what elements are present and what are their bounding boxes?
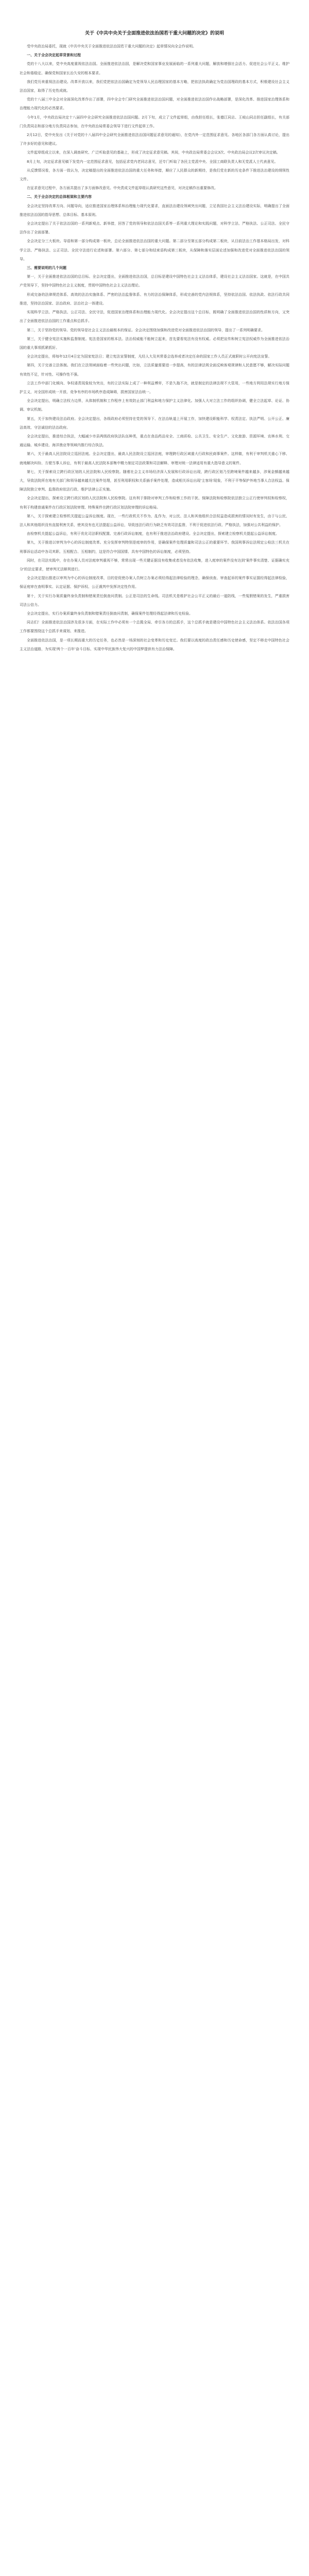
article-paragraph: 党的十八大以来，党中央高度重视依法治国。全面推进依法治国，是解决党和国家事业发展面临的一系列重大问题，解放和增强社会活力、促进社会公平正义、维护社会和谐稳定、确保党和国家长治久安的根本要求。 bbox=[20, 62, 289, 75]
article-paragraph: 全会决定提出了关于依法治国的一系列新观点、新举措，回答了党的领导和依法治国关系等一系列重大理论和实践问题，对科学立法、严格执法、公正司法、全民守法作出了全面部署。 bbox=[20, 222, 289, 235]
article-title: 关于《中共中央关于全面推进依法治国若干重大问题的决定》的说明 bbox=[84, 31, 224, 36]
article-paragraph: 第二，关于坚持党的领导。党的领导是社会主义法治最根本的保证。全会决定围绕加强和改进党对全面推进依法治国的领导，提出了一系列明确要求。 bbox=[27, 328, 265, 332]
article-paragraph: 2月12日，党中央发出《关于对党的十八届四中全会研究全面推进依法治国问题征求意见的通知》，在党内外一定范围征求意见。各地区各部门各方面认真讨论，提出了许多好的意见和建议。 bbox=[20, 133, 289, 146]
article-paragraph: 实现科学立法、严格执法、公正司法、全民守法，促进国家治理体系和治理能力现代化。全会决定提出这个总目标，既明确了全面推进依法治国的性质和方向，又突出了全面推进依法治国的工作重点和总抓手。 bbox=[20, 310, 289, 324]
section-heading: 一、关于全会决定起草背景和过程 bbox=[27, 53, 81, 58]
article-paragraph: 8月上旬，决定征求意见稿下发党内一定范围征求意见，包括征求党内老同志意见，还专门听取了各民主党派中央、全国工商联负责人和无党派人士代表意见。 bbox=[27, 159, 278, 164]
article-paragraph: 同志们！全面推进依法治国涉及很多方面，在实际工作中必须有一个总揽全局、牵引各方的总抓手，这个总抓手就是建设中国特色社会主义法治体系。依法治国各项工作都要围绕这个总抓手来谋划、来推进。 bbox=[20, 620, 289, 634]
article-paragraph: 第十，关于实行办案质量终身负责制和错案责任倒查问责制。公正是司法的生命线。司法机关是维护社会公平正义的最后一道防线，一些冤假错案的发生，严重损害司法公信力。 bbox=[20, 594, 289, 607]
article-paragraph: 第六，关于最高人民法院设立巡回法庭。全会决定提出，最高人民法院设立巡回法庭，审理跨行政区域重大行政和民商事案件。这样做，有利于审判机关重心下移、就地解决纠纷、方便当事人诉讼，有利于最高人民法院本部集中精力制定司法政策和司法解释、审理对统一法律适用有重大指导意义的案件。 bbox=[20, 452, 289, 465]
article-paragraph: 同时，在司法实践中，存在办案人员对法庭审判重视不够，常常出现一些关键证据没有收集或者没有依法收集，进入庭审的案件没有达到'案件事实清楚、证据确实充分'的法定要求，使审判无法顺利进行。 bbox=[20, 558, 289, 571]
article-paragraph: 立法工作中部门化倾向、争权诿责现象较为突出，有的立法实际上成了一种利益博弈，不是久拖不决，就是制定的法律法规不大管用，一些地方利用法规实行地方保护主义，对全国形成统一开放、竞争有序的市场秩序造成障碍，损害国家法治统一。 bbox=[20, 381, 289, 394]
article-paragraph: 全会决定提出，将每年12月4日定为国家宪法日；建立宪法宣誓制度，凡经人大及其常委会选举或者决定任命的国家工作人员正式就职时公开向宪法宣誓。 bbox=[27, 354, 272, 359]
article-paragraph: 今年1月，中央政治局决定十八届四中全会研究全面推进依法治国问题。2月下旬，成立了文件起草组，由我担任组长，张德江同志、王岐山同志担任副组长，有关部门负责同志和部分地方负责同志参加，在中央政治局常委会领导下进行文件起草工作。 bbox=[20, 115, 289, 128]
article-paragraph: 全会决定分三大板块。导语和第一部分构成第一板块，总论全面推进依法治国的重大问题。第二部分至第五部分构成第二板块，从目前法治工作基本格局出发，对科学立法、严格执法、公正司法、全民守法进行论述和部署。第六部分、第七部分和结束语构成第三板块，从保障和落实层面论述加强和改进党对全面推进依法治国的领导。 bbox=[20, 239, 289, 261]
article-paragraph: 从反馈情况看，各方面一致认为，决定稿提出的全面推进依法治国的重大任务和举措，顺应了人民群众的新期待，是我们党在新的历史条件下推进法治建设的纲领性文件。 bbox=[20, 168, 289, 182]
article-body bbox=[20, 42, 289, 654]
article-paragraph: 第四，关于完善立法体制。我们在立法领域面临着一些突出问题，比如，立法质量需要进一步提高，有的法律法规全面反映客观规律和人民意愿不够，解决实际问题有效性不足，针对性、可操作性不强。 bbox=[20, 363, 289, 377]
article-paragraph: 第七，关于探索设立跨行政区划的人民法院和人民检察院。随着社会主义市场经济深入发展和行政诉讼出现，跨行政区划乃至跨境案件越来越多，涉案金额越来越大，导致法院所在地有关部门和领导越来越关注案件处理，甚至利用职权和关系插手案件处理，造成相关诉讼出现'主客场'现象，不利于平等保护外地当事人合法权益、保障法院独立审判、监督政府依法行政、维护法律公正实施。 bbox=[20, 469, 289, 492]
article-paragraph: 第一，关于全面推进依法治国的总目标。全会决定提出，全面推进依法治国，总目标是建设中国特色社会主义法治体系，建设社会主义法治国家。这就是，在中国共产党领导下，坚持中国特色社会主义制度，贯彻中国特色社会主义法治理论。 bbox=[20, 275, 289, 288]
article-paragraph: 全会决定提出，明确立法权力边界，从体制机制和工作程序上有效防止部门利益和地方保护主义法律化。加强人大对立法工作的组织协调，健全立法起草、论证、协调、审议机制。 bbox=[20, 399, 289, 412]
article-paragraph: 第八，关于探索建立检察机关提起公益诉讼制度。现在，一些行政机关不作为、乱作为，对公民、法人和其他组织合法权益造成损害的情况时有发生，由于与公民、法人和其他组织没有直接利害关系，使其没有也无法提起公益诉讼，导致违法行政行为缺乏有效司法监督，不利于促进依法行政、严格执法，加强对公共利益的保护。 bbox=[20, 514, 289, 527]
article-paragraph: 党的十八届三中全会对全面深化改革作出了部署，四中全会专门研究全面推进依法治国问题，对全面推进依法治国作出战略部署，是深化改革、推进国家治理体系和治理能力现代化的必然要求。 bbox=[20, 97, 289, 111]
article-paragraph: 文件起草组成立以来，在深入调查研究、广泛听取意见的基础上，形成了决定征求意见稿。其间，中央政治局常委会会议3次、中央政治局会议2次审议决定稿。 bbox=[27, 150, 280, 155]
article-paragraph: 全会决定提出，实行办案质量终身负责制和错案责任倒查问责制，确保案件处理经得起法律和历史检验。 bbox=[27, 612, 193, 616]
article-paragraph: 全会决定提出，推进综合执法，大幅减少市县两级政府执法队伍种类，重点在食品药品安全、工商质检、公共卫生、安全生产、文化旅游、资源环境、农林水利、交通运输、城乡建设、海洋渔业等领域内推行综合执法。 bbox=[20, 434, 289, 448]
section-heading: 三、需要说明的几个问题 bbox=[27, 266, 66, 270]
article-paragraph: 第三，关于健全宪法实施和监督制度。宪法是国家的根本法。法治权威能不能树立起来，首先要看宪法有没有权威。必须把宣传和树立宪法权威作为全面推进依法治国的重大事项抓紧抓好。 bbox=[20, 336, 289, 350]
article-paragraph: 形成完备的法律规范体系、高效的法治实施体系、严密的法治监督体系、有力的法治保障体系，形成完善的党内法规体系，坚持依法治国、依法执政、依法行政共同推进，坚持法治国家、法治政府、法治社会一体建设。 bbox=[20, 292, 289, 306]
article-paragraph: 全会决定提出推进以审判为中心的诉讼制度改革，目的是促使办案人员树立办案必须经得起法律检验的理念，确保侦查、审查起诉的案件事实证据经得起法律检验，保证庭审在查明事实、认定证据、保护诉权、公正裁判中发挥决定性作用。 bbox=[20, 576, 289, 589]
section-heading: 二、关于全会决定的总体框架和主要内容 bbox=[27, 195, 92, 199]
article-paragraph: 全会决定提出，探索设立跨行政区划的人民法院和人民检察院。这有利于排除对审判工作和检察工作的干扰、保障法院和检察院依法独立公正行使审判权和检察权，有利于构建普通案件在行政区划法院审理、特殊案件在跨行政区划法院审理的诉讼格局。 bbox=[20, 496, 289, 510]
article-paragraph: 全会决定坚持改革方向、问题导向，适应推进国家治理体系和治理能力现代化要求，直面法治建设领域突出问题，立足我国社会主义法治建设实际，明确提出了全面推进依法治国的指导思想、总体目标、基本原则。 bbox=[20, 204, 289, 217]
article-paragraph: 受中央政治局委托，现就《中共中央关于全面推进依法治国若干重大问题的决定》起草情况向全会作说明。 bbox=[27, 44, 196, 48]
article-paragraph: 第五，关于加快建设法治政府。全会决定提出，各级政府必须坚持在党的领导下、在法治轨道上开展工作，加快建设职能科学、权责法定、执法严明、公开公正、廉洁高效、守法诚信的法治政府。 bbox=[20, 416, 289, 430]
article-paragraph: 第九，关于推进以审判为中心的诉讼制度改革。充分发挥审判特别是庭审的作用，是确保案件处理质量和司法公正的重要环节。我国刑事诉讼法规定公检法三机关在刑事诉讼活动中各司其职、互相配合、互相制约，这是符合中国国情、具有中国特色的诉讼制度，必须坚持。 bbox=[20, 540, 289, 554]
article bbox=[20, 30, 289, 654]
article-paragraph: 由检察机关提起公益诉讼，有利于优化司法职权配置、完善行政诉讼制度，也有利于推进法治政府建设。全会决定提出，探索建立检察机关提起公益诉讼制度。 bbox=[27, 532, 279, 536]
article-paragraph: 我们党历来重视法治建设。改革开放以来，我们党把依法治国确定为党领导人民治理国家的基本方略，把依法执政确定为党治国理政的基本方式，积极建设社会主义法治国家，取得了历史性成就。 bbox=[20, 79, 289, 93]
article-paragraph: 全面推进依法治国，是一项长期而重大的历史任务，也必然是一场深刻的社会变革和历史变迁。我们要以高度的政治责任感和历史使命感，坚定不移走中国特色社会主义法治道路，为实现'两个一百年'奋斗目标、实现中华民族伟大复兴的中国梦提供有力法治保障。 bbox=[20, 638, 289, 651]
article-paragraph: 在征求意见过程中，各方面共提出了多方面修改意见。中央责成文件起草组认真研究这些意见，对决定稿作出重要修改。 bbox=[27, 186, 218, 191]
